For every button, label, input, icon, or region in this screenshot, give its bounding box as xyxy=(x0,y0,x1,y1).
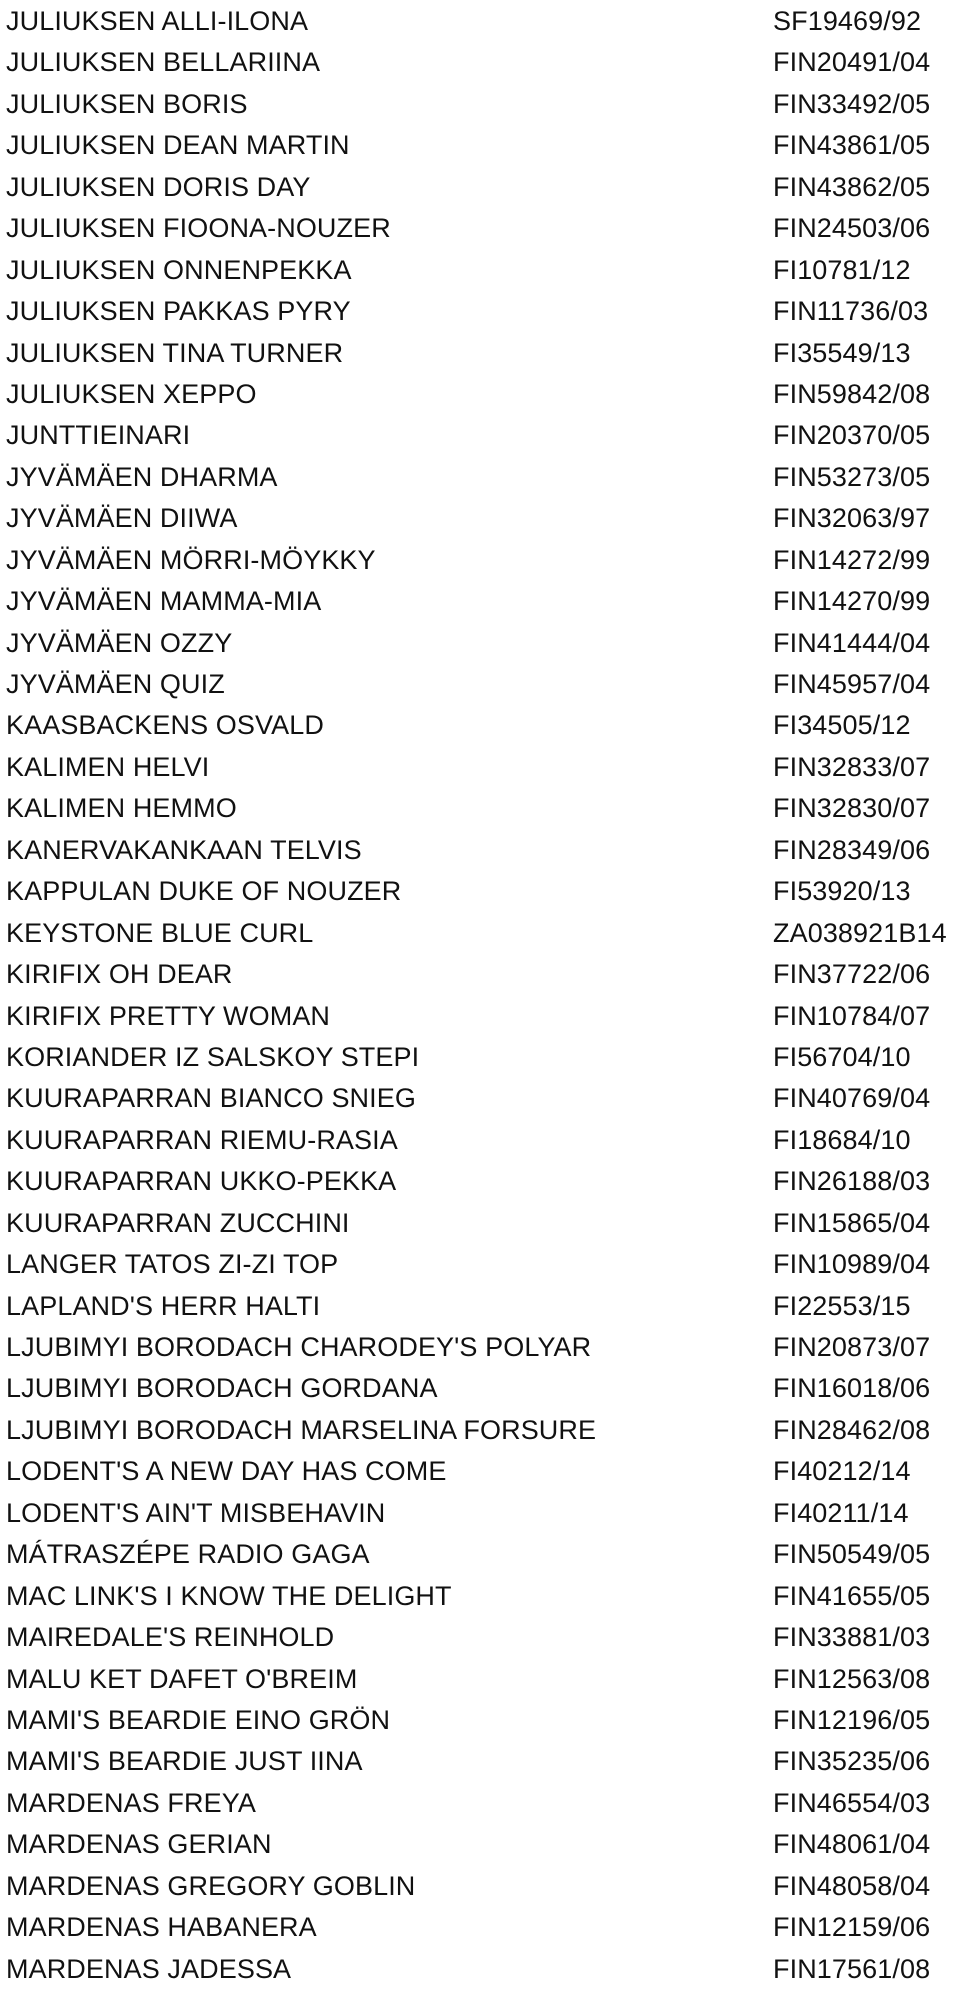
registration-number: FIN20370/05 xyxy=(773,420,931,451)
dog-name: MAMI'S BEARDIE EINO GRÖN xyxy=(6,1704,391,1735)
registration-number: FIN40769/04 xyxy=(773,1083,931,1114)
dog-name: KUURAPARRAN RIEMU-RASIA xyxy=(6,1124,398,1155)
registration-number: FIN35235/06 xyxy=(773,1746,931,1777)
list-item xyxy=(0,1617,960,1658)
list-item xyxy=(0,1949,960,1990)
list-item xyxy=(0,581,960,622)
registration-number: FIN45957/04 xyxy=(773,669,931,699)
dog-name: JULIUKSEN PAKKAS PYRY xyxy=(6,296,351,327)
list-item xyxy=(0,250,960,291)
list-item xyxy=(0,498,960,539)
list-item xyxy=(0,623,960,664)
dog-name: MAMI'S BEARDIE JUST IINA xyxy=(6,1746,363,1777)
registration-number: FIN43862/05 xyxy=(773,171,931,202)
registration-number: FIN15865/04 xyxy=(773,1207,931,1238)
list-item xyxy=(0,996,960,1037)
list-item xyxy=(0,1203,960,1244)
list-item xyxy=(0,42,960,83)
dog-name: MAIREDALE'S REINHOLD xyxy=(6,1622,335,1653)
list-item xyxy=(0,415,960,456)
registration-number: FIN28462/08 xyxy=(773,1414,931,1445)
registration-number: FIN50549/05 xyxy=(773,1539,931,1570)
registration-number: FIN26188/03 xyxy=(773,1166,931,1197)
list-item xyxy=(0,1120,960,1161)
list-item xyxy=(0,954,960,995)
dog-name: JULIUKSEN ONNENPEKKA xyxy=(6,254,352,285)
registration-number: FIN16018/06 xyxy=(773,1373,931,1404)
registration-number: FIN48058/04 xyxy=(773,1870,931,1901)
dog-name: JULIUKSEN DEAN MARTIN xyxy=(6,130,350,161)
dog-name: JULIUKSEN TINA TURNER xyxy=(6,337,344,368)
registration-number: FIN53273/05 xyxy=(773,461,931,492)
list-item xyxy=(0,1037,960,1078)
list-item xyxy=(0,374,960,415)
dog-name: JYVÄMÄEN DHARMA xyxy=(6,461,278,492)
dog-name: KUURAPARRAN UKKO-PEKKA xyxy=(6,1166,397,1197)
list-item xyxy=(0,1824,960,1865)
dog-name: KUURAPARRAN BIANCO SNIEG xyxy=(6,1083,416,1114)
registration-number: FI22553/15 xyxy=(773,1290,911,1321)
registration-number: FIN59842/08 xyxy=(773,378,931,409)
registration-number: FIN14272/99 xyxy=(773,544,931,575)
dog-name: JULIUKSEN DORIS DAY xyxy=(6,171,311,202)
list-item xyxy=(0,1368,960,1409)
list-item xyxy=(0,1576,960,1617)
list-item xyxy=(0,747,960,788)
dog-name: KIRIFIX OH DEAR xyxy=(6,959,233,990)
dog-name: KIRIFIX PRETTY WOMAN xyxy=(6,1000,331,1031)
dog-name: KORIANDER IZ SALSKOY STEPI xyxy=(6,1041,420,1072)
registration-number: FI40211/14 xyxy=(773,1497,909,1528)
registration-number: FIN32063/97 xyxy=(773,503,931,534)
dog-registry-list xyxy=(0,1,960,1990)
dog-name: JYVÄMÄEN MAMMA-MIA xyxy=(6,586,322,617)
dog-name: LJUBIMYI BORODACH GORDANA xyxy=(6,1373,438,1404)
registration-number: FI40212/14 xyxy=(773,1456,911,1487)
dog-name: JULIUKSEN FIOONA-NOUZER xyxy=(6,213,391,244)
dog-name: JULIUKSEN ALLI-ILONA xyxy=(6,6,309,36)
list-item xyxy=(0,540,960,581)
list-item xyxy=(0,1907,960,1948)
list-item xyxy=(0,1161,960,1202)
list-item xyxy=(0,1741,960,1782)
registration-number: FIN32833/07 xyxy=(773,751,931,782)
dog-name: JUNTTIEINARI xyxy=(6,420,191,451)
dog-name: JYVÄMÄEN MÖRRI-MÖYKKY xyxy=(6,544,376,575)
registration-number: FIN20491/04 xyxy=(773,47,931,78)
dog-name: JYVÄMÄEN OZZY xyxy=(6,627,233,658)
registration-number: FI18684/10 xyxy=(773,1124,911,1155)
list-item xyxy=(0,208,960,249)
registration-number: FIN28349/06 xyxy=(773,834,931,865)
dog-name: MARDENAS HABANERA xyxy=(6,1912,317,1943)
registration-number: FIN12196/05 xyxy=(773,1704,931,1735)
dog-name: KEYSTONE BLUE CURL xyxy=(6,917,314,948)
registration-number: FIN12159/06 xyxy=(773,1912,931,1943)
list-item xyxy=(0,830,960,871)
registration-number: FIN11736/03 xyxy=(773,296,929,327)
dog-name: JULIUKSEN XEPPO xyxy=(6,378,257,409)
registration-number: FI35549/13 xyxy=(773,337,911,368)
registration-number: FIN20873/07 xyxy=(773,1332,931,1362)
registration-number: FIN48061/04 xyxy=(773,1829,931,1860)
dog-name: MARDENAS GREGORY GOBLIN xyxy=(6,1870,416,1901)
dog-name: LAPLAND'S HERR HALTI xyxy=(6,1290,321,1321)
dog-name: MARDENAS GERIAN xyxy=(6,1829,272,1860)
list-item xyxy=(0,1,960,42)
dog-name: LODENT'S AIN'T MISBEHAVIN xyxy=(6,1497,386,1528)
registration-number: FIN33492/05 xyxy=(773,88,931,119)
list-item xyxy=(0,913,960,954)
dog-name: JULIUKSEN BORIS xyxy=(6,88,248,119)
list-item xyxy=(0,1783,960,1824)
dog-name: MAC LINK'S I KNOW THE DELIGHT xyxy=(6,1580,452,1611)
registration-number: FIN41655/05 xyxy=(773,1580,931,1611)
dog-name: KAPPULAN DUKE OF NOUZER xyxy=(6,876,402,907)
registration-number: FI56704/10 xyxy=(773,1041,911,1072)
list-item xyxy=(0,1866,960,1907)
list-item xyxy=(0,1493,960,1534)
registration-number: FIN14270/99 xyxy=(773,586,931,617)
registration-number: FI10781/12 xyxy=(773,254,911,285)
registration-number: SF19469/92 xyxy=(773,6,922,36)
dog-name: KALIMEN HEMMO xyxy=(6,793,237,824)
dog-name: LANGER TATOS ZI-ZI TOP xyxy=(6,1249,339,1280)
dog-name: MALU KET DAFET O'BREIM xyxy=(6,1663,358,1694)
dog-name: JYVÄMÄEN DIIWA xyxy=(6,503,238,534)
list-item xyxy=(0,1327,960,1368)
registration-number: FIN33881/03 xyxy=(773,1622,931,1653)
list-item xyxy=(0,1244,960,1285)
registration-number: FIN41444/04 xyxy=(773,627,931,658)
list-item xyxy=(0,457,960,498)
dog-name: MARDENAS FREYA xyxy=(6,1787,256,1818)
list-item xyxy=(0,84,960,125)
list-item xyxy=(0,1534,960,1575)
registration-number: FIN10989/04 xyxy=(773,1249,931,1280)
list-item xyxy=(0,871,960,912)
dog-name: KAASBACKENS OSVALD xyxy=(6,710,324,741)
dog-name: MARDENAS JADESSA xyxy=(6,1953,292,1984)
list-item xyxy=(0,1078,960,1119)
list-item xyxy=(0,1659,960,1700)
list-item xyxy=(0,705,960,746)
dog-name: KALIMEN HELVI xyxy=(6,751,210,782)
registration-number: FIN24503/06 xyxy=(773,213,931,244)
dog-name: LODENT'S A NEW DAY HAS COME xyxy=(6,1456,447,1487)
list-item xyxy=(0,167,960,208)
dog-name: JULIUKSEN BELLARIINA xyxy=(6,47,321,78)
dog-name: KANERVAKANKAAN TELVIS xyxy=(6,834,362,865)
registration-number: FIN32830/07 xyxy=(773,793,931,824)
registration-number: FI53920/13 xyxy=(773,876,911,907)
registration-number: FIN43861/05 xyxy=(773,130,931,161)
list-item xyxy=(0,291,960,332)
list-item xyxy=(0,1410,960,1451)
list-item xyxy=(0,333,960,374)
list-item xyxy=(0,1451,960,1492)
registration-number: FIN46554/03 xyxy=(773,1787,931,1818)
dog-name: LJUBIMYI BORODACH MARSELINA FORSURE xyxy=(6,1414,597,1445)
list-item xyxy=(0,125,960,166)
dog-name: KUURAPARRAN ZUCCHINI xyxy=(6,1207,350,1238)
list-item xyxy=(0,1700,960,1741)
registration-number: FIN37722/06 xyxy=(773,959,931,990)
registration-number: FIN10784/07 xyxy=(773,1000,931,1031)
registration-number: FI34505/12 xyxy=(773,710,911,741)
list-item xyxy=(0,788,960,829)
registration-number: FIN12563/08 xyxy=(773,1663,931,1694)
dog-name: LJUBIMYI BORODACH CHARODEY'S POLYAR xyxy=(6,1332,592,1362)
list-item xyxy=(0,1286,960,1327)
registration-number: FIN17561/08 xyxy=(773,1953,931,1984)
list-item xyxy=(0,664,960,705)
dog-name: JYVÄMÄEN QUIZ xyxy=(6,669,225,699)
registration-number: ZA038921B14 xyxy=(773,917,947,948)
dog-name: MÁTRASZÉPE RADIO GAGA xyxy=(6,1539,370,1570)
